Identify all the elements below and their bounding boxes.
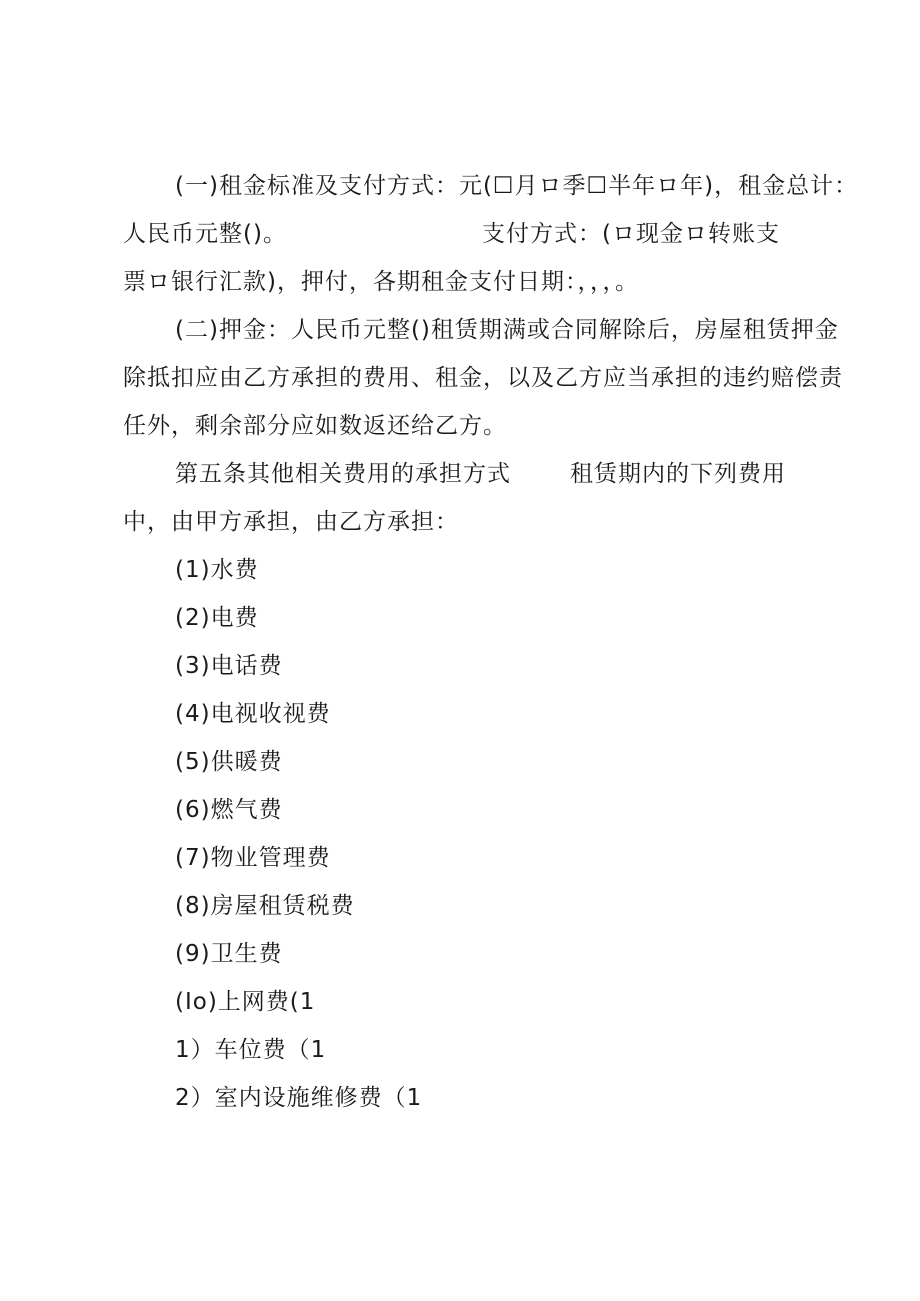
fee-item: (8)房屋租赁税费 xyxy=(175,893,355,919)
fee-item: (7)物业管理费 xyxy=(175,845,331,871)
fee-item: (1)水费 xyxy=(175,557,259,583)
fee-item: (2)电费 xyxy=(175,605,259,631)
fee-item: (9)卫生费 xyxy=(175,941,283,967)
payment-method-line: 支付方式：(ロ现金ロ转账支 xyxy=(482,221,780,247)
fee-item: 1）车位费（1 xyxy=(175,1037,327,1063)
deposit-line-3: 任外，剩余部分应如数返还给乙方。 xyxy=(123,413,507,439)
fees-intro-line-1: 租赁期内的下列费用 xyxy=(570,461,786,487)
fee-item: (3)电话费 xyxy=(175,653,283,679)
fee-item: (Io)上网费(1 xyxy=(175,989,316,1015)
article-five-heading: 第五条其他相关费用的承担方式 xyxy=(175,461,511,487)
fee-item: (4)电视收视费 xyxy=(175,701,331,727)
fee-item: (5)供暖费 xyxy=(175,749,283,775)
payment-date-line: 票ロ银行汇款)，押付，各期租金支付日期：，，，。 xyxy=(123,269,639,295)
deposit-line-1: (二)押金：人民币元整()租赁期满或合同解除后，房屋租赁押金 xyxy=(175,317,839,343)
fee-item: 2）室内设施维修费（1 xyxy=(175,1085,423,1111)
rent-total-line: 人民币元整()。 xyxy=(123,221,287,247)
deposit-line-2: 除抵扣应由乙方承担的费用、租金，以及乙方应当承担的违约赔偿责 xyxy=(123,365,843,391)
fees-intro-line-2: 中，由甲方承担，由乙方承担： xyxy=(123,509,459,535)
rent-standard-line: (一)租金标准及支付方式：元(☐月ロ季☐半年ロ年)，租金总计： xyxy=(175,173,859,199)
fee-item: (6)燃气费 xyxy=(175,797,283,823)
